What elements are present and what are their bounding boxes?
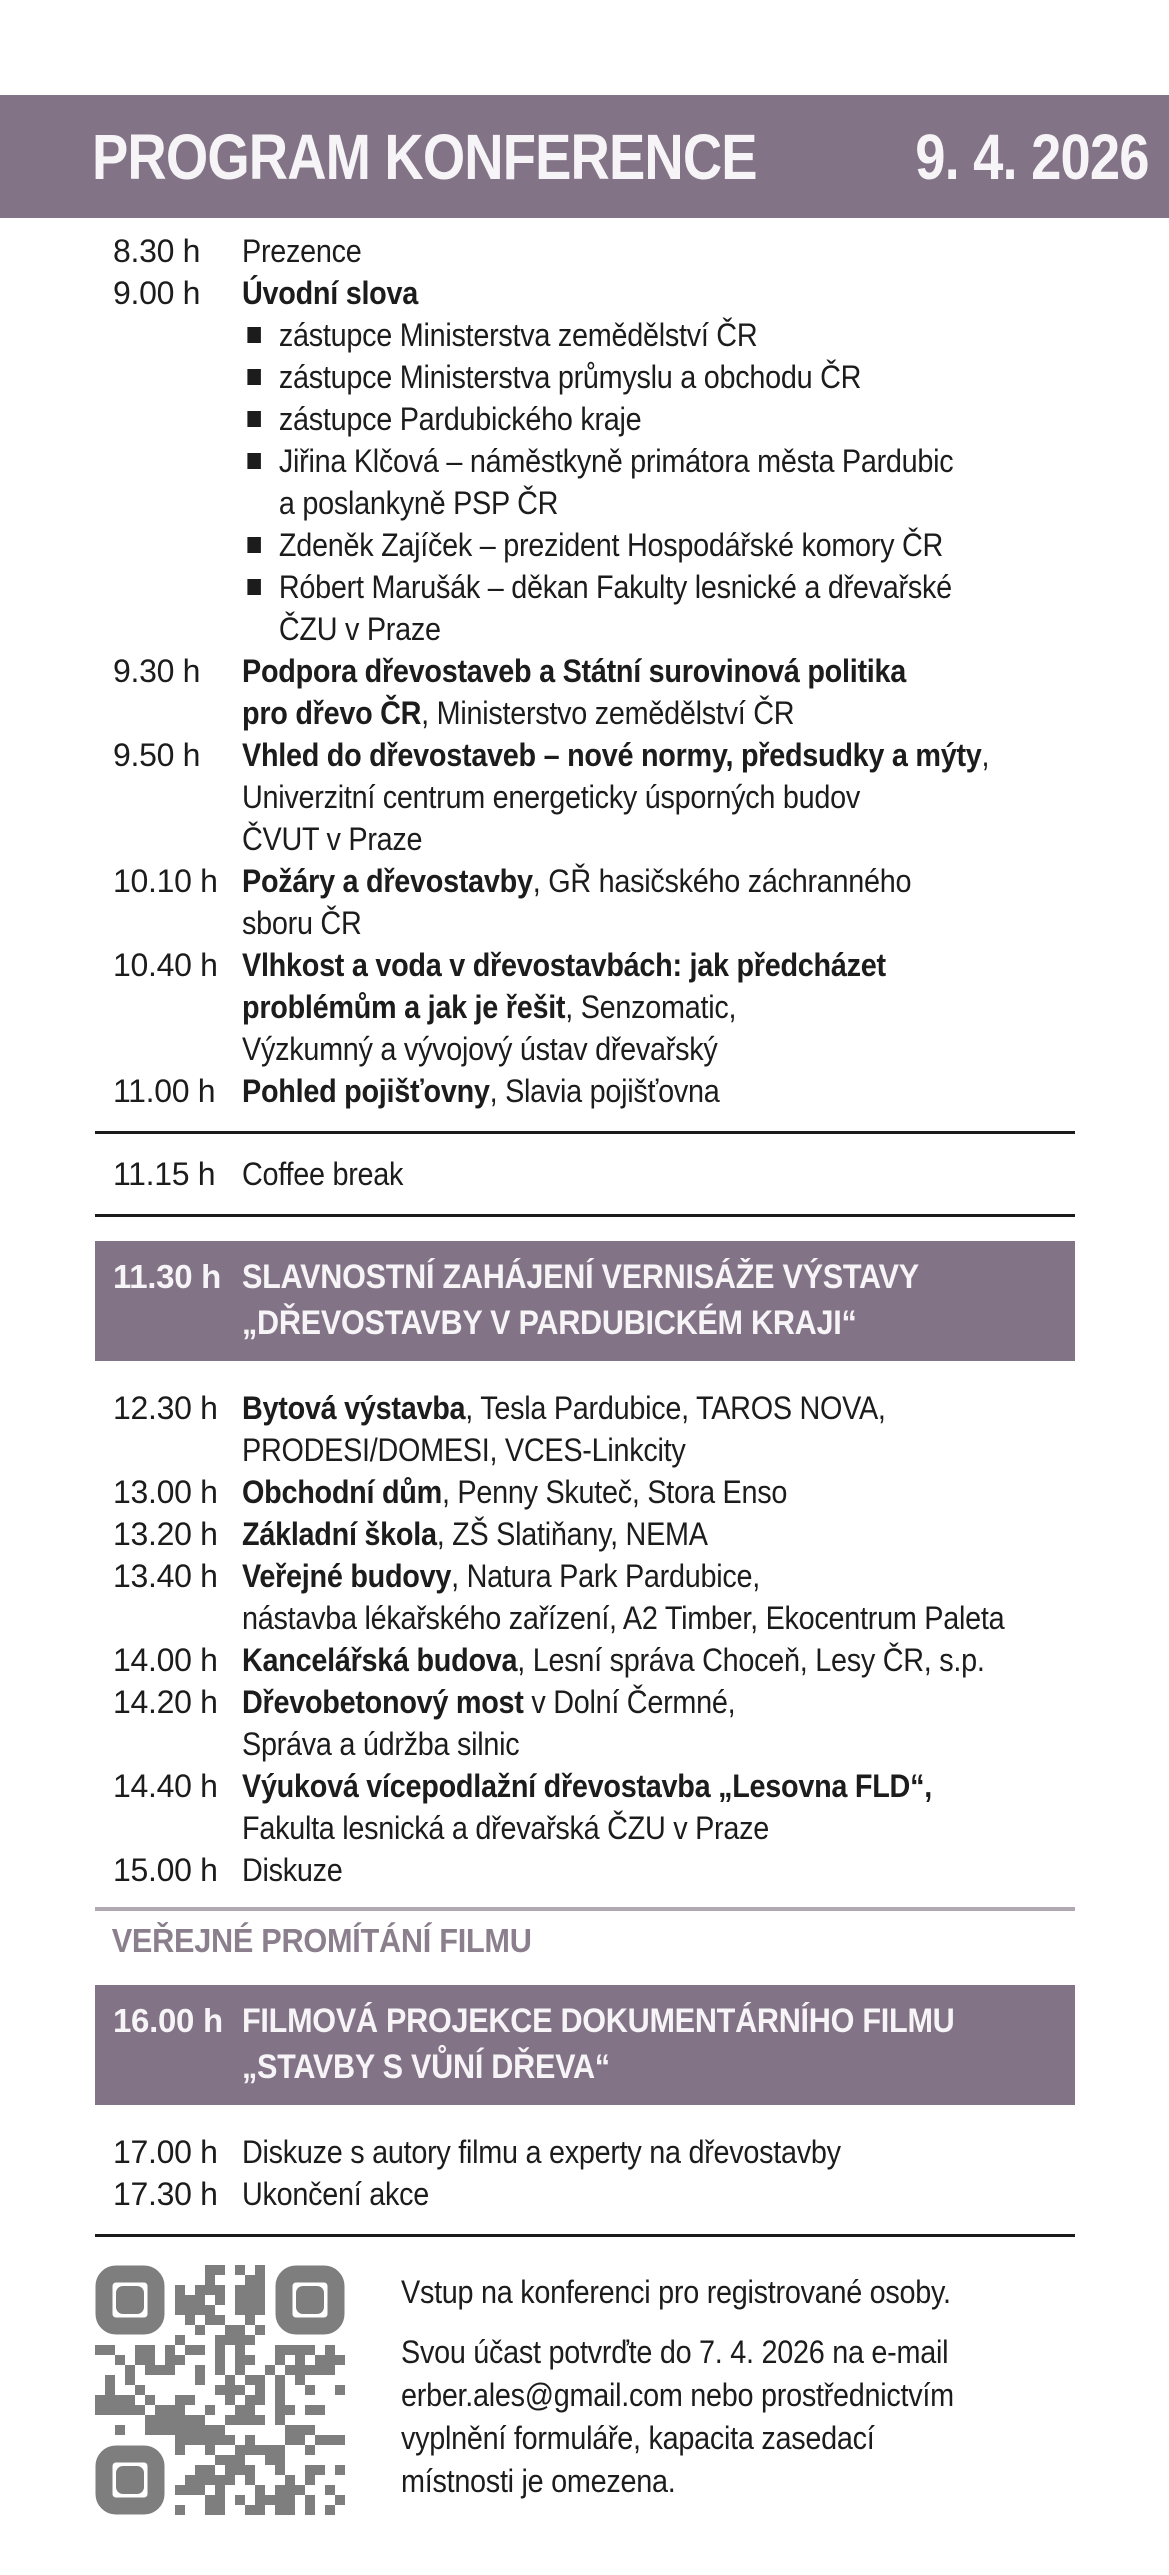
schedule-row [95,1681,1075,1765]
item-line [242,1387,992,1429]
section-label: VEŘEJNÉ PROMÍTÁNÍ FILMU [111,1922,532,1959]
highlight-title [242,1254,992,1346]
bullet-item [242,398,992,440]
schedule-row [95,1153,1075,1195]
footer [95,2265,1075,2520]
item-text: ČVUT v Praze [242,821,423,857]
highlight-line: FILMOVÁ PROJEKCE DOKUMENTÁRNÍHO FILMU [242,2002,955,2040]
item-line [242,1429,992,1471]
schedule-row [95,734,1075,860]
item-text: sboru ČR [242,905,362,941]
schedule-row [95,860,1075,944]
item-line [242,944,992,986]
item-text: Diskuze s autory filmu a experty na dřevostavby [242,2134,841,2170]
item-content [242,1513,992,1555]
item-line [242,776,992,818]
header-band [0,95,1169,218]
time-label: 17.00 h [113,2134,218,2170]
schedule-row [95,2131,1075,2173]
schedule-row [95,944,1075,1070]
item-title: Dřevobetonový most [242,1684,524,1720]
time-label: 17.30 h [113,2176,218,2212]
schedule-row [95,2173,1075,2215]
item-title: Pohled pojišťovny [242,1073,490,1109]
item-title: Kancelářská budova [242,1642,518,1678]
bullet-item [242,440,992,524]
time-label: 15.00 h [113,1852,218,1888]
item-content [242,1471,992,1513]
item-text: , Natura Park Pardubice, [451,1558,760,1594]
item-text: , Tesla Pardubice, TAROS NOVA, [465,1390,886,1426]
item-title: Podpora dřevostaveb a Státní surovinová politika [242,653,907,689]
highlight-line: „STAVBY S VŮNÍ DŘEVA“ [242,2048,610,2086]
item-text: Fakulta lesnická a dřevařská ČZU v Praze [242,1810,770,1846]
item-content [242,2173,992,2215]
item-content [242,230,992,272]
schedule-row [95,1070,1075,1112]
item-text: Coffee break [242,1156,404,1192]
item-text: , Slavia pojišťovna [489,1073,720,1109]
time-label: 9.00 h [113,275,201,311]
item-line [242,986,992,1028]
time-label: 9.30 h [113,653,201,689]
time-label: 14.40 h [113,1768,218,1804]
item-line [242,1807,992,1849]
item-title: Základní škola [242,1516,437,1552]
time-label: 14.00 h [113,1642,218,1678]
bullet-item [242,356,992,398]
bullet-text: Jiřina Klčová – náměstkyně primátora města Pardubic a poslankyně PSP ČR [278,443,954,521]
item-line [242,1639,992,1681]
item-line [242,734,992,776]
item-text: PRODESI/DOMESI, VCES-Linkcity [242,1432,686,1468]
header-date: 9. 4. 2026 [915,120,1149,193]
item-content [242,1070,992,1112]
item-title: Obchodní dům [242,1474,442,1510]
item-text: Prezence [242,233,362,269]
item-content [242,1153,992,1195]
item-title: Veřejné budovy [242,1558,452,1594]
item-title: problémům a jak je řešit [242,989,566,1025]
item-content [242,1681,992,1765]
time-label: 14.20 h [113,1684,218,1720]
page-title: PROGRAM KONFERENCE [92,120,757,193]
item-line [242,1597,1005,1639]
item-title: Vhled do dřevostaveb – nové normy, předsudky a mýty [242,737,982,773]
square-bullet-icon [247,537,261,553]
item-content [242,650,992,734]
schedule-row [95,1849,1075,1891]
item-line [242,1765,992,1807]
bullet-text: zástupce Ministerstva průmyslu a obchodu ČR [278,359,862,395]
time-label: 13.40 h [113,1558,218,1594]
separator-rule [95,1214,1075,1217]
item-content [242,1639,992,1681]
schedule-row [95,1555,1075,1639]
qr-code-icon [95,2265,345,2515]
bullet-text: Zdeněk Zajíček – prezident Hospodářské komory ČR [278,527,944,563]
item-title: Výuková vícepodlažní dřevostavba „Lesovna FLD“, [242,1768,932,1804]
item-title: Úvodní slova [242,275,419,311]
schedule-row [95,1513,1075,1555]
item-content [242,272,992,650]
time-label: 11.30 h [113,1258,221,1295]
square-bullet-icon [247,579,261,595]
item-line [242,230,992,272]
separator-rule [95,2234,1075,2237]
time-label: 13.20 h [113,1516,218,1552]
item-line [242,1681,992,1723]
square-bullet-icon [247,411,261,427]
item-line [242,1028,992,1070]
item-text: Výzkumný a vývojový ústav dřevařský [242,1031,718,1067]
item-text: Ukončení akce [242,2176,430,2212]
item-title: pro dřevo ČR [242,695,422,731]
item-line [242,272,992,314]
bullet-text: zástupce Pardubického kraje [278,401,642,437]
item-line [242,1849,992,1891]
bullet-text: zástupce Ministerstva zemědělství ČR [278,317,758,353]
item-line [242,1153,992,1195]
footer-text [401,2265,954,2520]
item-content [242,1555,1005,1639]
item-content [242,734,992,860]
highlight-row [95,1985,1075,2105]
item-text: Správa a údržba silnic [242,1726,520,1762]
time-label: 10.10 h [113,863,218,899]
footer-paragraph: Svou účast potvrďte do 7. 4. 2026 na e-mail erber.ales@gmail.com nebo prostřednictvím vyplnění formuláře, kapacita zasedací místnosti je omezena. [401,2334,954,2499]
separator-rule [95,1131,1075,1134]
item-text: , ZŠ Slatiňany, NEMA [436,1516,708,1552]
qr-code-svg [95,2265,345,2515]
item-line [242,2173,992,2215]
square-bullet-icon [247,369,261,385]
schedule-list [95,218,1075,2237]
item-title: Bytová výstavba [242,1390,466,1426]
item-line [242,1471,992,1513]
highlight-title [242,1998,992,2090]
time-label: 13.00 h [113,1474,218,1510]
time-label: 16.00 h [113,2002,223,2039]
square-bullet-icon [247,453,261,469]
accent-separator-rule [95,1907,1075,1911]
bullet-item [242,524,992,566]
item-text: , Penny Skuteč, Stora Enso [441,1474,788,1510]
item-line [242,1513,992,1555]
item-text: nástavba lékařského zařízení, A2 Timber, Ekocentrum Paleta [242,1600,1005,1636]
schedule-row [95,230,1075,272]
square-bullet-icon [247,327,261,343]
item-content [242,2131,992,2173]
schedule-row [95,1765,1075,1849]
time-label: 8.30 h [113,233,201,269]
item-line [242,692,992,734]
bullet-item [242,566,992,650]
item-content [242,1849,992,1891]
schedule-row [95,272,1075,650]
item-text: , Lesní správa Choceň, Lesy ČR, s.p. [517,1642,985,1678]
item-line [242,1723,992,1765]
item-line [242,818,992,860]
item-text: , GŘ hasičského záchranného [532,863,912,899]
item-text: , Senzomatic, [565,989,737,1025]
schedule-row [95,650,1075,734]
time-label: 11.15 h [113,1156,216,1192]
highlight-row [95,1241,1075,1361]
item-text: v Dolní Čermné, [523,1684,736,1720]
item-text: Univerzitní centrum energeticky úsporných budov [242,779,861,815]
highlight-line: „DŘEVOSTAVBY V PARDUBICKÉM KRAJI“ [242,1304,857,1342]
item-line [242,860,992,902]
footer-paragraph: Vstup na konferenci pro registrované osoby. [401,2274,951,2310]
time-label: 10.40 h [113,947,218,983]
item-line [242,2131,992,2173]
time-label: 9.50 h [113,737,201,773]
bullet-item [242,314,992,356]
item-title: Požáry a dřevostavby [242,863,533,899]
item-line [242,1555,992,1597]
schedule-row [95,1471,1075,1513]
item-text: , Ministerstvo zemědělství ČR [421,695,795,731]
program-page [0,95,1169,2575]
time-label: 12.30 h [113,1390,218,1426]
item-line [242,650,992,692]
item-line [242,902,992,944]
item-content [242,1765,992,1849]
item-text: Diskuze [242,1852,343,1888]
bullet-text: Róbert Marušák – děkan Fakulty lesnické a dřevařské ČZU v Praze [278,569,952,647]
item-title: Vlhkost a voda v dřevostavbách: jak předcházet [242,947,886,983]
item-text: , [981,737,990,773]
time-label: 11.00 h [113,1073,216,1109]
highlight-line: SLAVNOSTNÍ ZAHÁJENÍ VERNISÁŽE VÝSTAVY [242,1258,919,1296]
item-content [242,860,992,944]
item-content [242,1387,992,1471]
item-content [242,944,992,1070]
schedule-row [95,1639,1075,1681]
item-line [242,1070,992,1112]
schedule-row [95,1387,1075,1471]
